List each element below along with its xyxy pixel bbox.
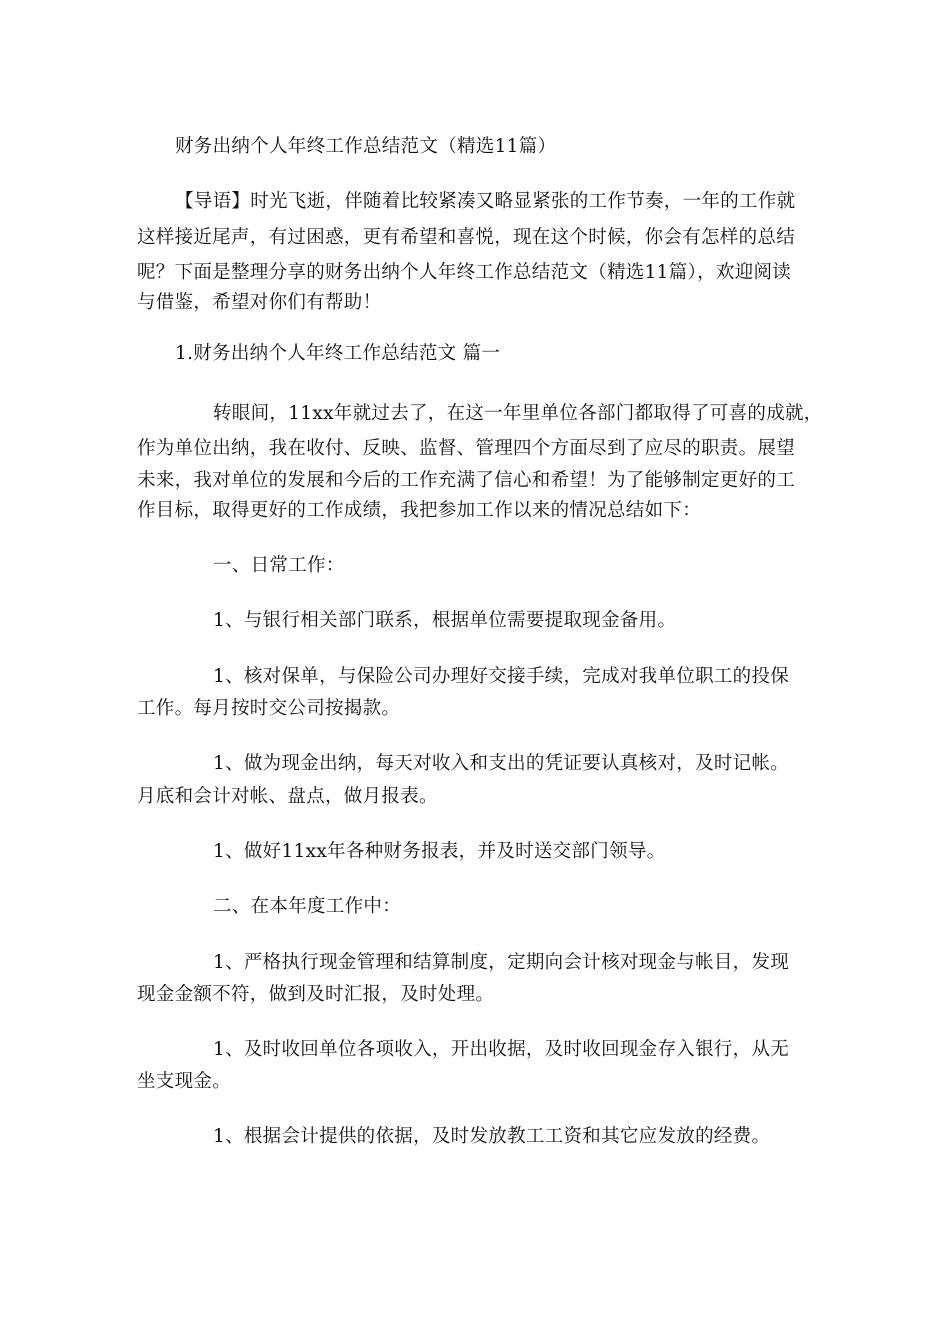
list-item-continuation: 坐支现金。 bbox=[137, 1071, 232, 1092]
list-item-continuation: 工作。每月按时交公司按揭款。 bbox=[137, 698, 401, 719]
intro-line: 这样接近尾声，有过困惑，更有希望和喜悦，现在这个时候，你会有怎样的总结 bbox=[137, 227, 796, 248]
part-two-heading: 二、在本年度工作中： bbox=[213, 896, 402, 917]
paragraph-line: 转眼间，11xx年就过去了，在这一年里单位各部门都取得了可喜的成就， bbox=[213, 403, 823, 424]
list-item: 1、根据会计提供的依据，及时发放教工工资和其它应发放的经费。 bbox=[213, 1126, 771, 1147]
part-one-heading: 一、日常工作： bbox=[213, 555, 345, 576]
intro-line: 呢？下面是整理分享的财务出纳个人年终工作总结范文（精选11篇），欢迎阅读 bbox=[137, 262, 792, 283]
paragraph-line: 作为单位出纳，我在收付、反映、监督、管理四个方面尽到了应尽的职责。展望 bbox=[137, 438, 796, 459]
document-title: 财务出纳个人年终工作总结范文（精选11篇） bbox=[175, 136, 557, 157]
list-item: 1、与银行相关部门联系，根据单位需要提取现金备用。 bbox=[213, 610, 677, 631]
list-item-continuation: 月底和会计对帐、盘点，做月报表。 bbox=[137, 786, 438, 807]
intro-line: 【导语】时光飞逝，伴随着比较紧凑又略显紧张的工作节奏，一年的工作就 bbox=[175, 191, 796, 212]
list-item: 1、严格执行现金管理和结算制度，定期向会计核对现金与帐目，发现 bbox=[213, 952, 790, 973]
list-item: 1、做为现金出纳，每天对收入和支出的凭证要认真核对，及时记帐。 bbox=[213, 753, 790, 774]
intro-line: 与借鉴，希望对你们有帮助！ bbox=[137, 292, 382, 313]
paragraph-line: 作目标，取得更好的工作成绩，我把参加工作以来的情况总结如下： bbox=[137, 500, 702, 521]
paragraph-line: 未来，我对单位的发展和今后的工作充满了信心和希望！为了能够制定更好的工 bbox=[137, 470, 796, 491]
list-item: 1、核对保单，与保险公司办理好交接手续，完成对我单位职工的投保 bbox=[213, 666, 790, 687]
list-item: 1、及时收回单位各项收入，开出收据，及时收回现金存入银行，从无 bbox=[213, 1039, 790, 1060]
list-item-continuation: 现金金额不符，做到及时汇报，及时处理。 bbox=[137, 984, 495, 1005]
section-heading: 1.财务出纳个人年终工作总结范文 篇一 bbox=[175, 343, 501, 364]
list-item: 1、做好11xx年各种财务报表，并及时送交部门领导。 bbox=[213, 841, 666, 862]
